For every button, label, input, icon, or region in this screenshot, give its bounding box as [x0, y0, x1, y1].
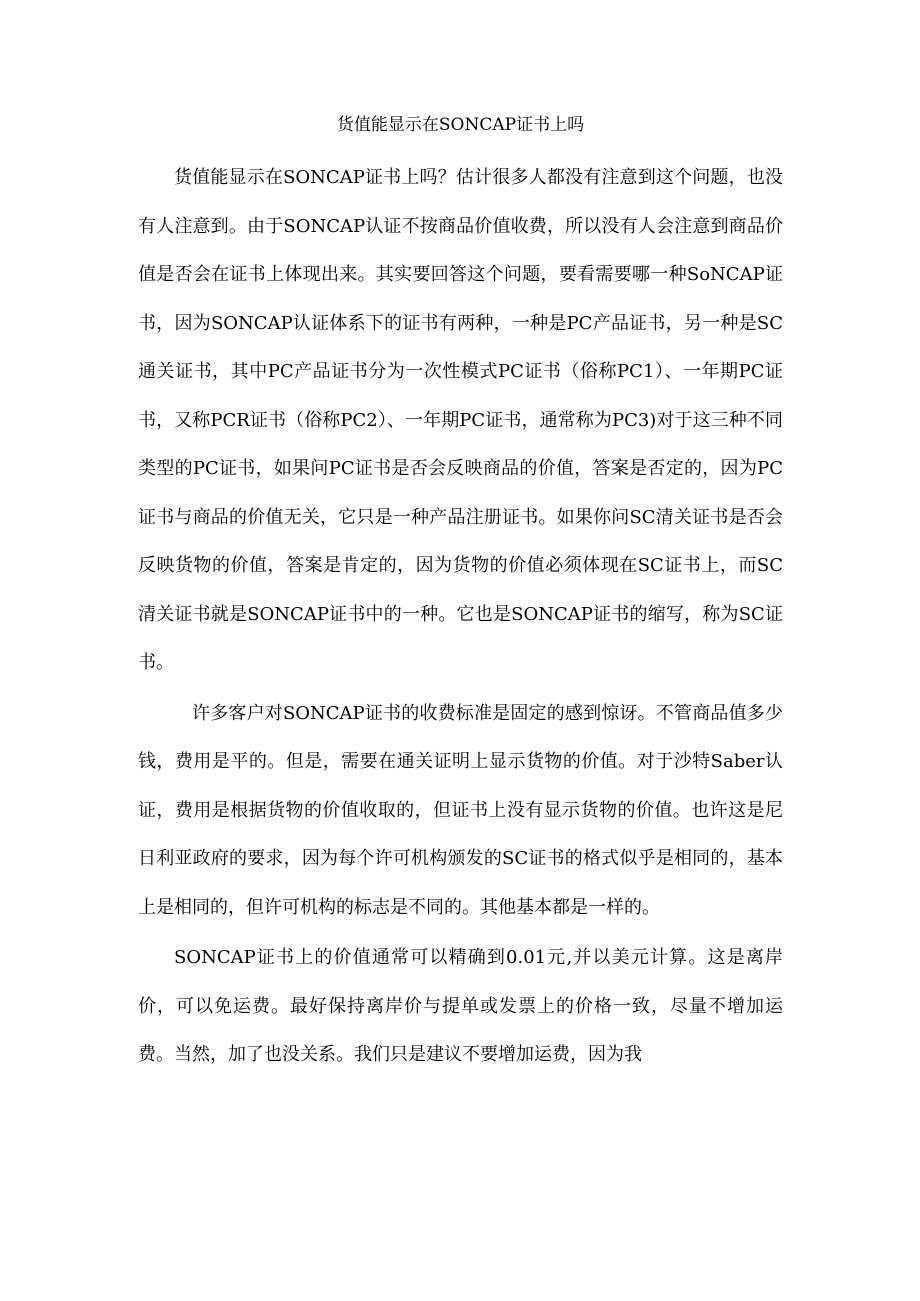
document-title: 货值能显示在SONCAP证书上吗: [336, 115, 585, 135]
paragraph-fob-price: SONCAP证书上的价值通常可以精确到0.01元,并以美元计算。这是离岸价，可以免运费。最好保持离岸价与提单或发票上的价格一致，尽量不增加运费。当然，加了也没关系。我们只是建议不要增加运费，因为我: [138, 947, 783, 1065]
paragraph-fee-standard: 许多客户对SONCAP证书的收费标准是固定的感到惊讶。不管商品值多少钱，费用是平的。但是，需要在通关证明上显示货物的价值。对于沙特Saber认证，费用是根据货物的价值收取的，但证书上没有显示货物的价值。也许这是尼日利亚政府的要求，因为每个许可机构颁发的SC证书的格式似乎是相同的，基本上是相同的，但许可机构的标志是不同的。其他基本都是一样的。: [138, 702, 783, 918]
document-body: [138, 154, 783, 1080]
paragraph-soncap-value: 货值能显示在SONCAP证书上吗？估计很多人都没有注意到这个问题，也没有人注意到。由于SONCAP认证不按商品价值收费，所以没有人会注意到商品价值是否会在证书上体现出来。其实要回答这个问题，要看需要哪一种SoNCAP证书，因为SONCAP认证体系下的证书有两种，一种是PC产品证书，另一种是SC通关证书，其中PC产品证书分为一次性模式PC证书（俗称PC1）、一年期PC证书，又称PCR证书（俗称PC2）、一年期PC证书，通常称为PC3)对于这三种不同类型的PC证书，如果问PC证书是否会反映商品的价值，答案是否定的，因为PC证书与商品的价值无关，它只是一种产品注册证书。如果你问SC清关证书是否会反映货物的价值，答案是肯定的，因为货物的价值必须体现在SC证书上，而SC清关证书就是SONCAP证书中的一种。它也是SONCAP证书的缩写，称为SC证书。: [138, 167, 783, 673]
